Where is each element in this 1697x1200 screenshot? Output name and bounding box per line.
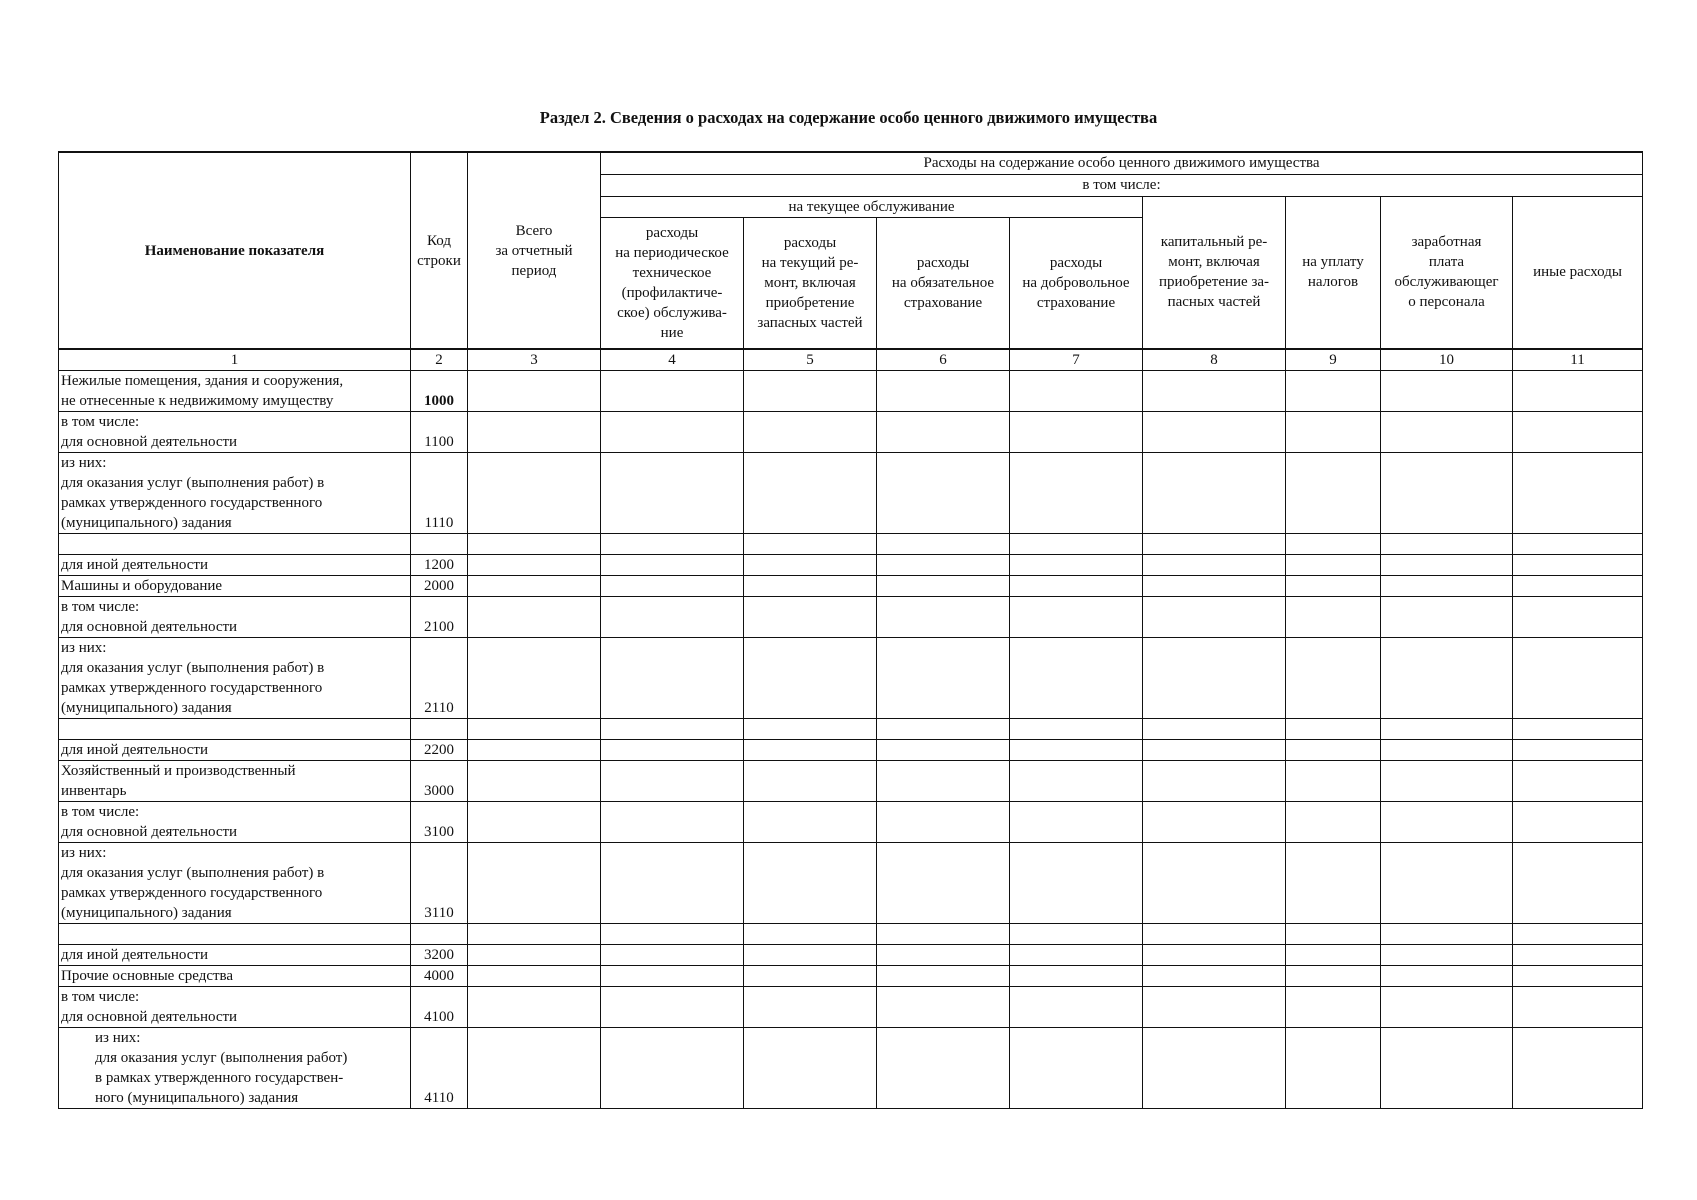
value-cell-col-5[interactable] [744, 638, 877, 719]
value-cell-col-4[interactable] [601, 1028, 744, 1109]
value-cell-col-4[interactable] [601, 843, 744, 924]
value-cell-col-11[interactable] [1513, 966, 1643, 987]
value-cell-col-11[interactable] [1513, 924, 1643, 945]
value-cell-col-11[interactable] [1513, 1028, 1643, 1109]
header-col-7: расходы на добровольное страхование [1010, 217, 1143, 349]
table-row [59, 987, 1643, 1028]
value-cell-col-7[interactable] [1010, 719, 1143, 740]
value-cell-col-6[interactable] [877, 534, 1010, 555]
value-cell-col-4[interactable] [601, 987, 744, 1028]
value-cell-col-8[interactable] [1143, 945, 1286, 966]
line-code-cell [411, 924, 468, 945]
indicator-name-cell [59, 597, 411, 638]
indicator-name-line: в том числе: [61, 414, 140, 430]
value-cell-col-11[interactable] [1513, 802, 1643, 843]
value-cell-col-7[interactable] [1010, 987, 1143, 1028]
value-cell-col-3[interactable] [468, 987, 601, 1028]
value-cell-col-5[interactable] [744, 597, 877, 638]
indicator-name-line: из них: [95, 1030, 141, 1046]
line-code-cell: 2100 [411, 597, 468, 638]
value-cell-col-4[interactable] [601, 534, 744, 555]
value-cell-col-5[interactable] [744, 453, 877, 534]
indicator-name-cell [59, 719, 411, 740]
value-cell-col-7[interactable] [1010, 555, 1143, 576]
value-cell-col-10[interactable] [1381, 761, 1513, 802]
value-cell-col-6[interactable] [877, 371, 1010, 412]
value-cell-col-3[interactable] [468, 638, 601, 719]
value-cell-col-9[interactable] [1286, 740, 1381, 761]
header-col-10: заработная плата обслуживающег о персонала [1381, 196, 1513, 349]
header-name: Наименование показателя [59, 152, 411, 349]
header-col-11: иные расходы [1513, 196, 1643, 349]
value-cell-col-7[interactable] [1010, 576, 1143, 597]
value-cell-col-4[interactable] [601, 945, 744, 966]
table-row [59, 371, 1643, 412]
value-cell-col-10[interactable] [1381, 453, 1513, 534]
line-code-cell: 3100 [411, 802, 468, 843]
line-code-cell: 4110 [411, 1028, 468, 1109]
value-cell-col-3[interactable] [468, 1028, 601, 1109]
value-cell-col-10[interactable] [1381, 945, 1513, 966]
column-number: 1 [59, 349, 411, 371]
header-total: Всего за отчетный период [468, 152, 601, 349]
value-cell-col-11[interactable] [1513, 740, 1643, 761]
header-col-5: расходы на текущий ре- монт, включая приобретение запасных частей [744, 217, 877, 349]
table-row [59, 802, 1643, 843]
column-number: 3 [468, 349, 601, 371]
line-code-cell: 2000 [411, 576, 468, 597]
value-cell-col-5[interactable] [744, 371, 877, 412]
line-code-cell: 3110 [411, 843, 468, 924]
value-cell-col-8[interactable] [1143, 412, 1286, 453]
line-code-cell: 1100 [411, 412, 468, 453]
value-cell-col-10[interactable] [1381, 371, 1513, 412]
value-cell-col-9[interactable] [1286, 555, 1381, 576]
line-code-cell: 2200 [411, 740, 468, 761]
value-cell-col-6[interactable] [877, 843, 1010, 924]
value-cell-col-10[interactable] [1381, 555, 1513, 576]
value-cell-col-9[interactable] [1286, 945, 1381, 966]
value-cell-col-7[interactable] [1010, 945, 1143, 966]
value-cell-col-3[interactable] [468, 719, 601, 740]
value-cell-col-9[interactable] [1286, 597, 1381, 638]
indicator-name-cell [59, 924, 411, 945]
indicator-name-line: для иной деятельности [61, 557, 208, 573]
value-cell-col-9[interactable] [1286, 719, 1381, 740]
expenses-table [58, 151, 1643, 1109]
line-code-cell: 4000 [411, 966, 468, 987]
value-cell-col-10[interactable] [1381, 534, 1513, 555]
table-row [59, 1028, 1643, 1109]
value-cell-col-5[interactable] [744, 576, 877, 597]
value-cell-col-10[interactable] [1381, 987, 1513, 1028]
value-cell-col-9[interactable] [1286, 966, 1381, 987]
value-cell-col-3[interactable] [468, 534, 601, 555]
value-cell-col-8[interactable] [1143, 924, 1286, 945]
table-row [59, 966, 1643, 987]
table-row [59, 945, 1643, 966]
value-cell-col-11[interactable] [1513, 412, 1643, 453]
table-row [59, 412, 1643, 453]
value-cell-col-9[interactable] [1286, 453, 1381, 534]
indicator-name-cell [59, 534, 411, 555]
value-cell-col-9[interactable] [1286, 987, 1381, 1028]
indicator-name-line: из них: [61, 640, 107, 656]
value-cell-col-5[interactable] [744, 843, 877, 924]
value-cell-col-7[interactable] [1010, 371, 1143, 412]
value-cell-col-9[interactable] [1286, 534, 1381, 555]
value-cell-col-5[interactable] [744, 412, 877, 453]
value-cell-col-7[interactable] [1010, 761, 1143, 802]
value-cell-col-6[interactable] [877, 966, 1010, 987]
value-cell-col-6[interactable] [877, 802, 1010, 843]
indicator-name-cell [59, 576, 411, 597]
column-number: 2 [411, 349, 468, 371]
value-cell-col-8[interactable] [1143, 1028, 1286, 1109]
line-code-cell [411, 534, 468, 555]
value-cell-col-11[interactable] [1513, 371, 1643, 412]
value-cell-col-4[interactable] [601, 740, 744, 761]
column-number: 4 [601, 349, 744, 371]
indicator-name-line: Прочие основные средства [61, 968, 234, 984]
line-code-cell [411, 719, 468, 740]
column-numbers-row [59, 349, 1643, 371]
indicator-name-line: в том числе: [61, 599, 140, 615]
value-cell-col-6[interactable] [877, 987, 1010, 1028]
indicator-name-line: из них: [61, 845, 107, 861]
value-cell-col-10[interactable] [1381, 576, 1513, 597]
indicator-name-line: для основной деятельности [61, 434, 238, 450]
value-cell-col-10[interactable] [1381, 966, 1513, 987]
section-title: Раздел 2. Сведения о расходах на содержание особо ценного движимого имущества [539, 108, 1158, 127]
value-cell-col-5[interactable] [744, 719, 877, 740]
value-cell-col-4[interactable] [601, 802, 744, 843]
value-cell-col-10[interactable] [1381, 924, 1513, 945]
value-cell-col-4[interactable] [601, 371, 744, 412]
value-cell-col-4[interactable] [601, 555, 744, 576]
header-col-8: капитальный ре- монт, включая приобретение за- пасных частей [1143, 196, 1286, 349]
column-number: 10 [1381, 349, 1513, 371]
line-code-cell: 3200 [411, 945, 468, 966]
value-cell-col-7[interactable] [1010, 802, 1143, 843]
indicator-name-cell [59, 843, 411, 924]
value-cell-col-4[interactable] [601, 638, 744, 719]
value-cell-col-8[interactable] [1143, 576, 1286, 597]
value-cell-col-4[interactable] [601, 719, 744, 740]
value-cell-col-8[interactable] [1143, 987, 1286, 1028]
indicator-name-line: для основной деятельности [61, 824, 238, 840]
indicator-name-line: для оказания услуг (выполнения работ) [95, 1050, 348, 1066]
value-cell-col-11[interactable] [1513, 945, 1643, 966]
indicator-name-cell [59, 1028, 411, 1109]
value-cell-col-11[interactable] [1513, 719, 1643, 740]
value-cell-col-4[interactable] [601, 924, 744, 945]
indicator-name-line: (муниципального) задания [61, 905, 232, 921]
value-cell-col-7[interactable] [1010, 412, 1143, 453]
value-cell-col-6[interactable] [877, 453, 1010, 534]
indicator-name-cell [59, 945, 411, 966]
table-row [59, 719, 1643, 740]
line-code-cell: 1000 [411, 371, 468, 412]
header-group-current: на текущее обслуживание [601, 196, 1143, 217]
indicator-name-line: для иной деятельности [61, 947, 208, 963]
value-cell-col-7[interactable] [1010, 1028, 1143, 1109]
indicator-name-line: (муниципального) задания [61, 700, 232, 716]
indicator-name-line [61, 924, 408, 944]
header-col-9: на уплату налогов [1286, 196, 1381, 349]
table-row [59, 638, 1643, 719]
value-cell-col-5[interactable] [744, 1028, 877, 1109]
value-cell-col-3[interactable] [468, 412, 601, 453]
header-group-main: Расходы на содержание особо ценного движимого имущества [601, 152, 1643, 174]
value-cell-col-11[interactable] [1513, 555, 1643, 576]
indicator-name-line: рамках утвержденного государственного [61, 680, 323, 696]
column-number: 5 [744, 349, 877, 371]
column-number: 11 [1513, 349, 1643, 371]
value-cell-col-3[interactable] [468, 740, 601, 761]
value-cell-col-8[interactable] [1143, 453, 1286, 534]
indicator-name-cell [59, 638, 411, 719]
indicator-name-cell [59, 740, 411, 761]
value-cell-col-7[interactable] [1010, 453, 1143, 534]
line-code-cell: 2110 [411, 638, 468, 719]
indicator-name-line: ного (муниципального) задания [95, 1090, 299, 1106]
value-cell-col-9[interactable] [1286, 371, 1381, 412]
value-cell-col-9[interactable] [1286, 1028, 1381, 1109]
value-cell-col-10[interactable] [1381, 412, 1513, 453]
value-cell-col-8[interactable] [1143, 371, 1286, 412]
indicator-name-cell [59, 412, 411, 453]
value-cell-col-5[interactable] [744, 534, 877, 555]
value-cell-col-10[interactable] [1381, 843, 1513, 924]
value-cell-col-11[interactable] [1513, 987, 1643, 1028]
value-cell-col-5[interactable] [744, 924, 877, 945]
value-cell-col-8[interactable] [1143, 719, 1286, 740]
indicator-name-line: в рамках утвержденного государствен- [95, 1070, 344, 1086]
value-cell-col-10[interactable] [1381, 719, 1513, 740]
line-code-cell: 4100 [411, 987, 468, 1028]
column-number: 6 [877, 349, 1010, 371]
value-cell-col-8[interactable] [1143, 761, 1286, 802]
header-col-6: расходы на обязательное страхование [877, 217, 1010, 349]
indicator-name-line: для оказания услуг (выполнения работ) в [61, 660, 325, 676]
value-cell-col-9[interactable] [1286, 802, 1381, 843]
table-row [59, 453, 1643, 534]
indicator-name-line: Хозяйственный и производственный [61, 763, 296, 779]
value-cell-col-3[interactable] [468, 597, 601, 638]
value-cell-col-11[interactable] [1513, 843, 1643, 924]
value-cell-col-3[interactable] [468, 924, 601, 945]
value-cell-col-9[interactable] [1286, 924, 1381, 945]
value-cell-col-8[interactable] [1143, 597, 1286, 638]
indicator-name-line: Машины и оборудование [61, 578, 223, 594]
indicator-name-cell [59, 453, 411, 534]
header-code: Код строки [411, 152, 468, 349]
value-cell-col-6[interactable] [877, 761, 1010, 802]
indicator-name-line: рамках утвержденного государственного [61, 885, 323, 901]
value-cell-col-5[interactable] [744, 945, 877, 966]
value-cell-col-7[interactable] [1010, 843, 1143, 924]
indicator-name-line [61, 719, 408, 739]
value-cell-col-3[interactable] [468, 966, 601, 987]
line-code-cell: 3000 [411, 761, 468, 802]
indicator-name-line: (муниципального) задания [61, 515, 232, 531]
value-cell-col-3[interactable] [468, 945, 601, 966]
indicator-name-line: Нежилые помещения, здания и сооружения, [61, 373, 344, 389]
value-cell-col-10[interactable] [1381, 638, 1513, 719]
value-cell-col-11[interactable] [1513, 597, 1643, 638]
value-cell-col-4[interactable] [601, 597, 744, 638]
indicator-name-line: для основной деятельности [61, 619, 238, 635]
value-cell-col-8[interactable] [1143, 638, 1286, 719]
indicator-name-line: инвентарь [61, 783, 127, 799]
indicator-name-line: рамках утвержденного государственного [61, 495, 323, 511]
value-cell-col-11[interactable] [1513, 534, 1643, 555]
value-cell-col-8[interactable] [1143, 740, 1286, 761]
value-cell-col-3[interactable] [468, 843, 601, 924]
line-code-cell: 1200 [411, 555, 468, 576]
column-number: 9 [1286, 349, 1381, 371]
value-cell-col-5[interactable] [744, 555, 877, 576]
value-cell-col-9[interactable] [1286, 412, 1381, 453]
value-cell-col-6[interactable] [877, 924, 1010, 945]
line-code-cell: 1110 [411, 453, 468, 534]
value-cell-col-4[interactable] [601, 576, 744, 597]
value-cell-col-3[interactable] [468, 576, 601, 597]
value-cell-col-6[interactable] [877, 597, 1010, 638]
table-row [59, 843, 1643, 924]
value-cell-col-7[interactable] [1010, 638, 1143, 719]
value-cell-col-3[interactable] [468, 555, 601, 576]
indicator-name-line: в том числе: [61, 989, 140, 1005]
value-cell-col-6[interactable] [877, 1028, 1010, 1109]
value-cell-col-5[interactable] [744, 802, 877, 843]
value-cell-col-8[interactable] [1143, 843, 1286, 924]
value-cell-col-6[interactable] [877, 740, 1010, 761]
value-cell-col-7[interactable] [1010, 740, 1143, 761]
value-cell-col-9[interactable] [1286, 843, 1381, 924]
value-cell-col-4[interactable] [601, 761, 744, 802]
indicator-name-cell [59, 966, 411, 987]
value-cell-col-6[interactable] [877, 412, 1010, 453]
value-cell-col-11[interactable] [1513, 576, 1643, 597]
value-cell-col-7[interactable] [1010, 597, 1143, 638]
indicator-name-cell [59, 987, 411, 1028]
table-row [59, 597, 1643, 638]
header-group-sub: в том числе: [601, 174, 1643, 196]
header-col-4: расходы на периодическое техническое (профилактиче- ское) обслужива- ние [601, 217, 744, 349]
value-cell-col-3[interactable] [468, 453, 601, 534]
value-cell-col-10[interactable] [1381, 1028, 1513, 1109]
indicator-name-cell [59, 802, 411, 843]
value-cell-col-7[interactable] [1010, 924, 1143, 945]
value-cell-col-6[interactable] [877, 555, 1010, 576]
value-cell-col-8[interactable] [1143, 966, 1286, 987]
value-cell-col-5[interactable] [744, 740, 877, 761]
value-cell-col-9[interactable] [1286, 761, 1381, 802]
indicator-name-line: для оказания услуг (выполнения работ) в [61, 865, 325, 881]
indicator-name-cell [59, 555, 411, 576]
value-cell-col-6[interactable] [877, 638, 1010, 719]
value-cell-col-5[interactable] [744, 966, 877, 987]
table-row [59, 534, 1643, 555]
value-cell-col-6[interactable] [877, 945, 1010, 966]
value-cell-col-6[interactable] [877, 576, 1010, 597]
value-cell-col-9[interactable] [1286, 638, 1381, 719]
value-cell-col-7[interactable] [1010, 534, 1143, 555]
column-number: 8 [1143, 349, 1286, 371]
indicator-name-line [61, 534, 408, 554]
value-cell-col-9[interactable] [1286, 576, 1381, 597]
value-cell-col-11[interactable] [1513, 453, 1643, 534]
column-number: 7 [1010, 349, 1143, 371]
value-cell-col-6[interactable] [877, 719, 1010, 740]
value-cell-col-3[interactable] [468, 371, 601, 412]
value-cell-col-10[interactable] [1381, 802, 1513, 843]
indicator-name-line: для иной деятельности [61, 742, 208, 758]
indicator-name-cell [59, 371, 411, 412]
value-cell-col-4[interactable] [601, 412, 744, 453]
value-cell-col-7[interactable] [1010, 966, 1143, 987]
table-row [59, 555, 1643, 576]
value-cell-col-4[interactable] [601, 453, 744, 534]
indicator-name-line: для основной деятельности [61, 1009, 238, 1025]
value-cell-col-10[interactable] [1381, 740, 1513, 761]
value-cell-col-5[interactable] [744, 987, 877, 1028]
indicator-name-cell [59, 761, 411, 802]
table-row [59, 740, 1643, 761]
table-row [59, 576, 1643, 597]
indicator-name-line: из них: [61, 455, 107, 471]
value-cell-col-8[interactable] [1143, 802, 1286, 843]
value-cell-col-8[interactable] [1143, 555, 1286, 576]
value-cell-col-3[interactable] [468, 761, 601, 802]
indicator-name-line: в том числе: [61, 804, 140, 820]
value-cell-col-5[interactable] [744, 761, 877, 802]
value-cell-col-11[interactable] [1513, 638, 1643, 719]
value-cell-col-4[interactable] [601, 966, 744, 987]
value-cell-col-10[interactable] [1381, 597, 1513, 638]
indicator-name-line: не отнесенные к недвижимому имуществу [61, 393, 334, 409]
value-cell-col-11[interactable] [1513, 761, 1643, 802]
value-cell-col-8[interactable] [1143, 534, 1286, 555]
value-cell-col-3[interactable] [468, 802, 601, 843]
indicator-name-line: для оказания услуг (выполнения работ) в [61, 475, 325, 491]
table-row [59, 761, 1643, 802]
table-row [59, 924, 1643, 945]
